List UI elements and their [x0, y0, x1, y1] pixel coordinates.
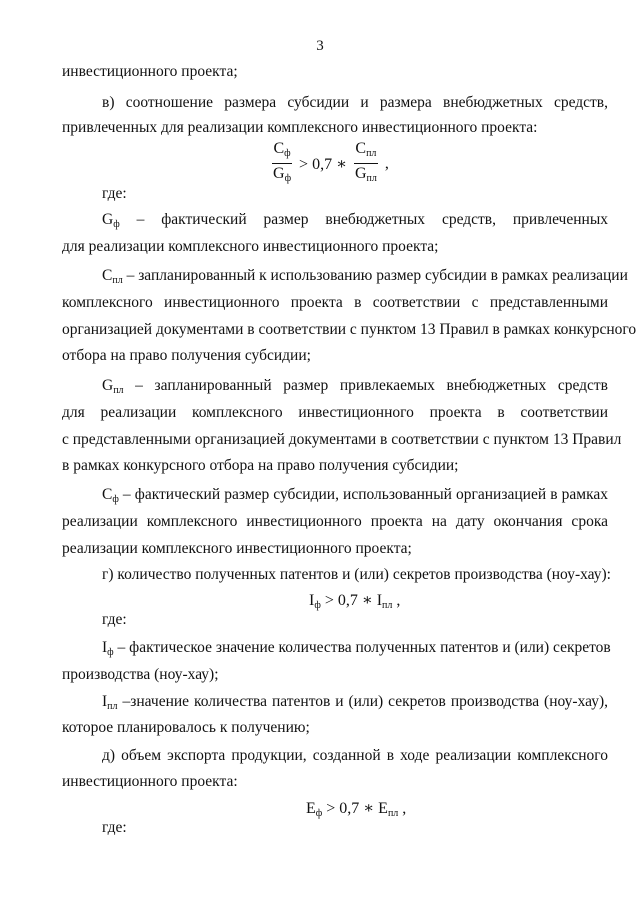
definition-line: $I_ф$ – фактическое значение количества полученных патентов и (или) секретов — [102, 639, 611, 658]
text-line: в рамках конкурсного отбора на право получения субсидии; — [62, 457, 459, 474]
definition-line: $I_{пл}$ –значение количества патентов и (или) секретов производства (ноу-хау), — [102, 693, 608, 712]
text-line: реализации комплексного инвестиционного проекта на дату окончания срока — [62, 513, 608, 530]
definition-line: $C_ф$ – фактический размер субсидии, использованный организацией в рамках — [102, 486, 608, 505]
text-line: которое планировалось к получению; — [62, 719, 310, 736]
definition-line: $G_ф$ – фактический размер внебюджетных средств, привлеченных — [102, 211, 608, 230]
text-line: г) количество полученных патентов и (или) секретов производства (ноу-хау): — [102, 566, 611, 583]
text-line: производства (ноу-хау); — [62, 666, 219, 683]
text-line: где: — [102, 611, 127, 628]
text-line: инвестиционного проекта; — [62, 63, 238, 80]
text-line: отбора на право получения субсидии; — [62, 347, 311, 364]
page-number: 3 — [316, 38, 324, 54]
fraction-planned: $\frac{C_{пл}}{G_{пл}}$ — [354, 140, 377, 184]
formula-subsidy-ratio: $\frac{C_ф}{G_ф}$ > 0,7 ∗ $\frac{C_{пл}}{G_{пл}}$ , — [272, 140, 392, 187]
definition-line: $C_{пл}$ – запланированный к использованию размер субсидии в рамках реализации — [102, 267, 628, 286]
text-line: для реализации комплексного инвестиционного проекта в соответствии — [62, 404, 608, 421]
text-line: где: — [102, 185, 127, 202]
formula-patents: $I_ф > 0,7$ ∗ $I_{пл}$ , — [309, 592, 401, 611]
text-line: инвестиционного проекта: — [62, 773, 238, 790]
definition-line: $G_{пл}$ – запланированный размер привлекаемых внебюджетных средств — [102, 377, 608, 396]
text-line: комплексного инвестиционного проекта в соответствии с представленными — [62, 294, 608, 311]
fraction-actual: $\frac{C_ф}{G_ф}$ — [273, 140, 292, 184]
text-line: д) объем экспорта продукции, созданной в ходе реализации комплексного — [102, 747, 608, 764]
text-line: реализации комплексного инвестиционного проекта; — [62, 540, 412, 557]
text-line: привлеченных для реализации комплексного инвестиционного проекта: — [62, 119, 538, 136]
text-line: организацией документами в соответствии с пунктом 13 Правил в рамках конкурсного — [62, 321, 637, 338]
text-line: в) соотношение размера субсидии и размера внебюджетных средств, — [102, 94, 608, 111]
text-line: с представленными организацией документами в соответствии с пунктом 13 Правил — [62, 431, 622, 448]
text-line: для реализации комплексного инвестиционного проекта; — [62, 238, 439, 255]
formula-export: $E_ф > 0,7$ ∗ $E_{пл}$ , — [306, 800, 407, 819]
text-line: где: — [102, 819, 127, 836]
